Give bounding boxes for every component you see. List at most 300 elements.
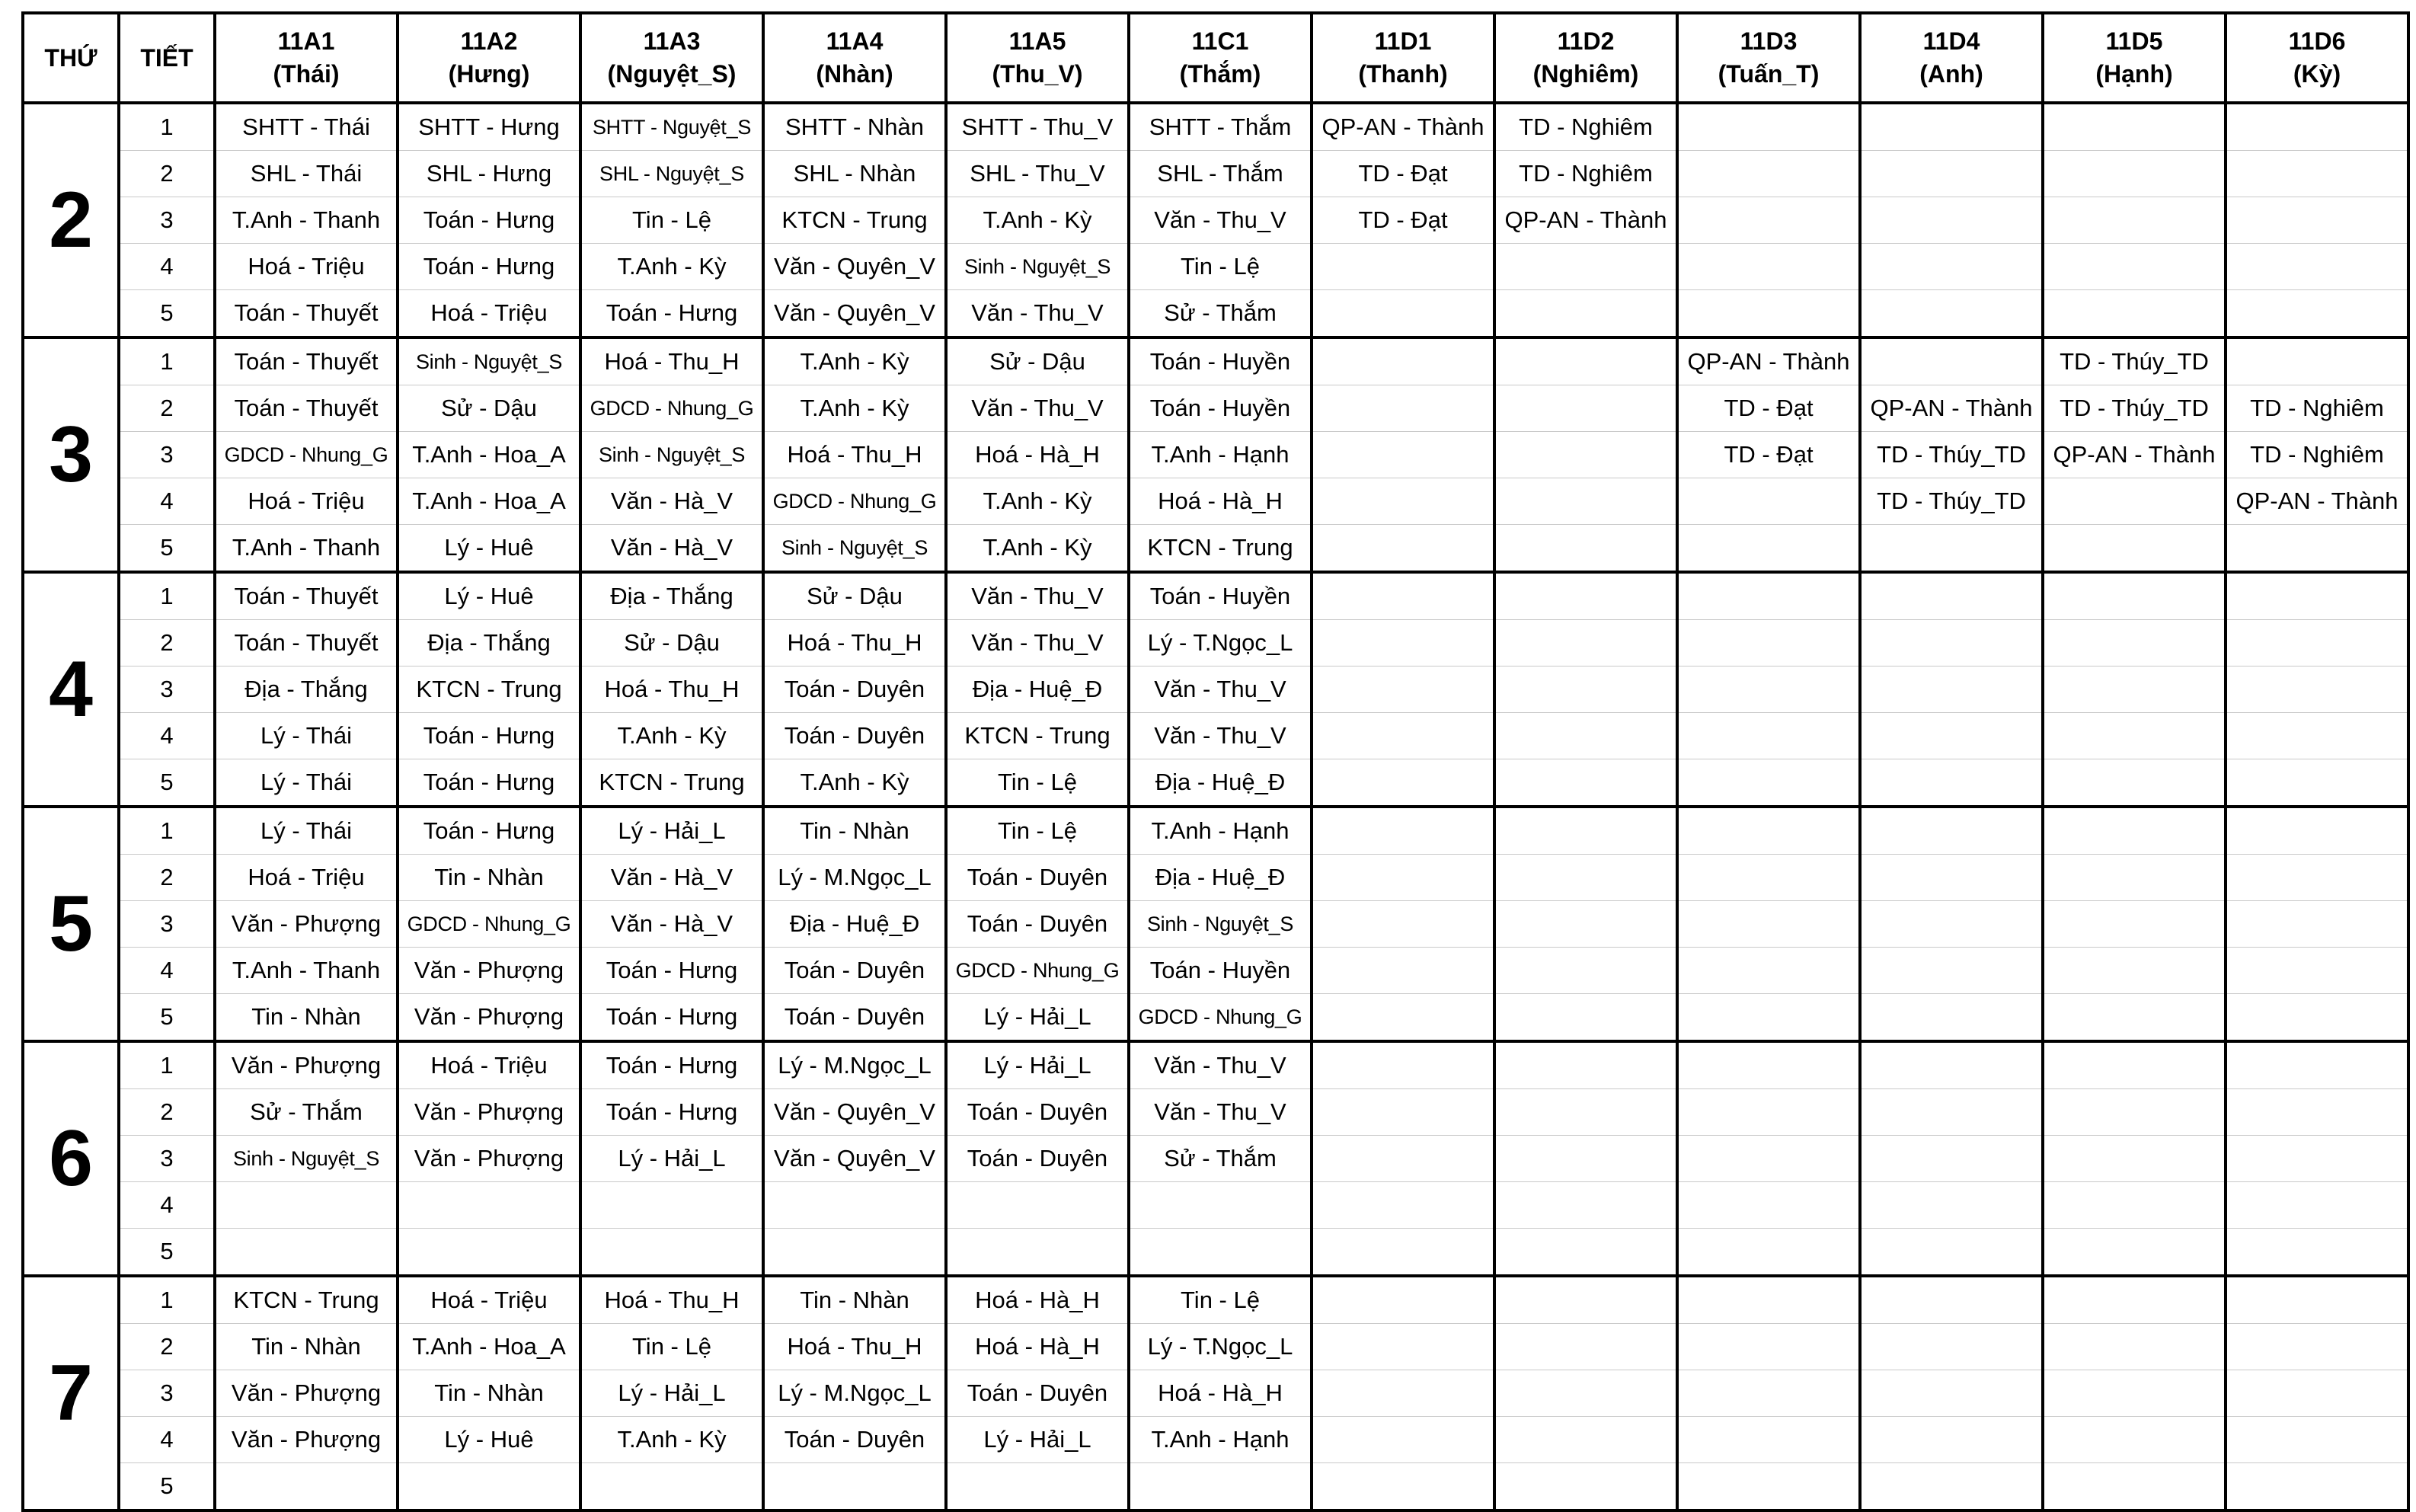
schedule-cell: T.Anh - Kỳ bbox=[946, 478, 1129, 525]
period-row bbox=[23, 1324, 2408, 1370]
schedule-cell: TD - Đạt bbox=[1312, 151, 1494, 197]
schedule-cell bbox=[580, 1463, 763, 1511]
schedule-cell bbox=[1494, 807, 1677, 855]
schedule-cell: Lý - Hải_L bbox=[946, 1417, 1129, 1463]
period-number: 4 bbox=[119, 478, 215, 525]
schedule-cell: Toán - Thuyết bbox=[215, 337, 398, 385]
schedule-cell: TD - Nghiêm bbox=[2226, 432, 2408, 478]
schedule-cell: TD - Nghiêm bbox=[2226, 385, 2408, 432]
schedule-cell bbox=[1677, 1276, 1860, 1324]
schedule-cell bbox=[2043, 478, 2226, 525]
schedule-cell: Lý - Hải_L bbox=[580, 1370, 763, 1417]
schedule-cell bbox=[1860, 572, 2043, 620]
schedule-cell bbox=[580, 1229, 763, 1277]
schedule-cell bbox=[1677, 1041, 1860, 1089]
schedule-cell bbox=[2043, 525, 2226, 573]
schedule-cell: T.Anh - Hoa_A bbox=[398, 432, 580, 478]
schedule-cell bbox=[1494, 666, 1677, 713]
class-homeroom-teacher: (Nguyệt_S) bbox=[607, 60, 737, 88]
schedule-cell: Lý - M.Ngọc_L bbox=[763, 855, 946, 901]
schedule-cell: TD - Đạt bbox=[1312, 197, 1494, 244]
schedule-cell bbox=[1312, 385, 1494, 432]
schedule-cell bbox=[1860, 151, 2043, 197]
class-header-11d5 bbox=[2043, 13, 2226, 103]
schedule-cell bbox=[2226, 713, 2408, 759]
schedule-cell bbox=[1677, 478, 1860, 525]
period-row bbox=[23, 620, 2408, 666]
period-row bbox=[23, 1089, 2408, 1136]
class-homeroom-teacher: (Hưng) bbox=[448, 60, 530, 88]
schedule-cell bbox=[1312, 572, 1494, 620]
schedule-cell: Lý - Hải_L bbox=[946, 994, 1129, 1042]
schedule-cell: Toán - Duyên bbox=[946, 1089, 1129, 1136]
schedule-cell bbox=[1494, 620, 1677, 666]
schedule-cell: Lý - Thái bbox=[215, 759, 398, 807]
schedule-cell: Địa - Thắng bbox=[398, 620, 580, 666]
schedule-cell: T.Anh - Hạnh bbox=[1129, 1417, 1312, 1463]
schedule-cell: T.Anh - Hoa_A bbox=[398, 1324, 580, 1370]
schedule-cell bbox=[398, 1463, 580, 1511]
schedule-cell bbox=[2226, 855, 2408, 901]
class-header-11a2 bbox=[398, 13, 580, 103]
schedule-cell bbox=[2226, 759, 2408, 807]
period-number: 4 bbox=[119, 713, 215, 759]
class-code: 11D6 bbox=[2288, 27, 2346, 55]
schedule-cell: GDCD - Nhung_G bbox=[763, 478, 946, 525]
schedule-cell: Toán - Duyên bbox=[763, 994, 946, 1042]
schedule-cell bbox=[2043, 1229, 2226, 1277]
period-row bbox=[23, 432, 2408, 478]
schedule-cell bbox=[1860, 759, 2043, 807]
schedule-cell: Sinh - Nguyệt_S bbox=[398, 337, 580, 385]
schedule-cell: Địa - Huệ_Đ bbox=[763, 901, 946, 948]
period-row bbox=[23, 337, 2408, 385]
schedule-cell bbox=[2226, 103, 2408, 151]
schedule-cell bbox=[1860, 807, 2043, 855]
schedule-cell: SHL - Hưng bbox=[398, 151, 580, 197]
class-header-11d1 bbox=[1312, 13, 1494, 103]
schedule-cell bbox=[1860, 901, 2043, 948]
schedule-cell: SHTT - Thắm bbox=[1129, 103, 1312, 151]
schedule-cell: Sử - Dậu bbox=[580, 620, 763, 666]
schedule-cell bbox=[763, 1182, 946, 1229]
schedule-cell: Tin - Nhàn bbox=[763, 1276, 946, 1324]
schedule-cell bbox=[2043, 948, 2226, 994]
schedule-cell bbox=[2043, 1089, 2226, 1136]
schedule-cell: Văn - Hà_V bbox=[580, 525, 763, 573]
schedule-cell bbox=[1860, 1182, 2043, 1229]
schedule-cell bbox=[1677, 1089, 1860, 1136]
schedule-cell bbox=[2043, 151, 2226, 197]
schedule-cell: T.Anh - Hạnh bbox=[1129, 432, 1312, 478]
schedule-cell: Toán - Huyền bbox=[1129, 572, 1312, 620]
class-code: 11A4 bbox=[826, 27, 884, 55]
timetable bbox=[21, 11, 2410, 1512]
schedule-cell: Văn - Thu_V bbox=[1129, 1089, 1312, 1136]
schedule-cell bbox=[2226, 290, 2408, 338]
schedule-cell: Tin - Lệ bbox=[580, 197, 763, 244]
schedule-cell: Văn - Thu_V bbox=[946, 572, 1129, 620]
schedule-cell: Hoá - Thu_H bbox=[580, 337, 763, 385]
schedule-cell: TD - Thúy_TD bbox=[2043, 385, 2226, 432]
schedule-cell: GDCD - Nhung_G bbox=[215, 432, 398, 478]
schedule-cell: T.Anh - Kỳ bbox=[763, 385, 946, 432]
schedule-cell bbox=[2043, 994, 2226, 1042]
schedule-cell bbox=[2226, 1463, 2408, 1511]
schedule-cell bbox=[1677, 759, 1860, 807]
period-number: 5 bbox=[119, 290, 215, 338]
schedule-cell bbox=[1677, 948, 1860, 994]
schedule-cell bbox=[946, 1182, 1129, 1229]
schedule-cell: Toán - Huyền bbox=[1129, 337, 1312, 385]
schedule-cell: Văn - Hà_V bbox=[580, 478, 763, 525]
schedule-cell: Hoá - Thu_H bbox=[763, 432, 946, 478]
schedule-cell: Tin - Nhàn bbox=[215, 994, 398, 1042]
schedule-cell: Lý - Huê bbox=[398, 525, 580, 573]
schedule-cell bbox=[2226, 1276, 2408, 1324]
schedule-cell bbox=[1494, 1182, 1677, 1229]
class-code: 11A3 bbox=[643, 27, 701, 55]
schedule-cell: Địa - Thắng bbox=[215, 666, 398, 713]
class-homeroom-teacher: (Nghiêm) bbox=[1532, 60, 1639, 88]
period-number: 2 bbox=[119, 620, 215, 666]
schedule-cell bbox=[1494, 1041, 1677, 1089]
schedule-cell bbox=[1312, 1324, 1494, 1370]
schedule-cell: Hoá - Hà_H bbox=[946, 1324, 1129, 1370]
class-homeroom-teacher: (Thu_V) bbox=[992, 60, 1083, 88]
day-number: 7 bbox=[23, 1276, 119, 1510]
schedule-cell: Toán - Duyên bbox=[946, 1370, 1129, 1417]
schedule-cell: Toán - Hưng bbox=[398, 244, 580, 290]
period-row bbox=[23, 759, 2408, 807]
schedule-cell: Văn - Quyên_V bbox=[763, 1089, 946, 1136]
period-number: 3 bbox=[119, 1136, 215, 1182]
schedule-cell: Lý - Huê bbox=[398, 1417, 580, 1463]
schedule-cell bbox=[2226, 994, 2408, 1042]
schedule-cell bbox=[1494, 855, 1677, 901]
schedule-cell: Tin - Nhàn bbox=[398, 855, 580, 901]
schedule-cell: Sinh - Nguyệt_S bbox=[763, 525, 946, 573]
schedule-cell bbox=[2226, 1041, 2408, 1089]
schedule-cell: TD - Nghiêm bbox=[1494, 151, 1677, 197]
period-row bbox=[23, 1276, 2408, 1324]
schedule-cell bbox=[2043, 1136, 2226, 1182]
period-row bbox=[23, 244, 2408, 290]
schedule-cell bbox=[1494, 385, 1677, 432]
schedule-cell bbox=[2226, 525, 2408, 573]
schedule-cell bbox=[1312, 1136, 1494, 1182]
schedule-cell bbox=[1677, 572, 1860, 620]
schedule-cell: Tin - Lệ bbox=[1129, 244, 1312, 290]
schedule-cell: KTCN - Trung bbox=[398, 666, 580, 713]
schedule-cell: Sinh - Nguyệt_S bbox=[215, 1136, 398, 1182]
schedule-cell bbox=[1494, 478, 1677, 525]
period-row bbox=[23, 572, 2408, 620]
schedule-cell bbox=[1312, 1370, 1494, 1417]
schedule-cell: Văn - Phượng bbox=[398, 1136, 580, 1182]
period-number: 4 bbox=[119, 244, 215, 290]
schedule-cell: Sử - Dậu bbox=[946, 337, 1129, 385]
schedule-cell: Văn - Quyên_V bbox=[763, 244, 946, 290]
period-number: 4 bbox=[119, 1182, 215, 1229]
period-row bbox=[23, 713, 2408, 759]
schedule-cell: TD - Thúy_TD bbox=[1860, 432, 2043, 478]
schedule-cell bbox=[1312, 759, 1494, 807]
schedule-cell bbox=[1860, 713, 2043, 759]
schedule-cell: Sinh - Nguyệt_S bbox=[580, 432, 763, 478]
schedule-cell bbox=[1860, 1041, 2043, 1089]
period-number: 1 bbox=[119, 572, 215, 620]
class-header-11a4 bbox=[763, 13, 946, 103]
schedule-cell: Địa - Thắng bbox=[580, 572, 763, 620]
schedule-cell bbox=[1677, 197, 1860, 244]
schedule-cell: T.Anh - Kỳ bbox=[580, 713, 763, 759]
schedule-cell bbox=[2226, 197, 2408, 244]
period-header: TIẾT bbox=[119, 13, 215, 103]
schedule-cell bbox=[1677, 525, 1860, 573]
schedule-cell: T.Anh - Thanh bbox=[215, 525, 398, 573]
schedule-cell bbox=[1677, 1136, 1860, 1182]
schedule-cell bbox=[1677, 713, 1860, 759]
schedule-cell: KTCN - Trung bbox=[1129, 525, 1312, 573]
schedule-cell bbox=[1312, 901, 1494, 948]
schedule-cell: Địa - Huệ_Đ bbox=[1129, 855, 1312, 901]
schedule-cell bbox=[1494, 337, 1677, 385]
schedule-cell: Toán - Duyên bbox=[763, 713, 946, 759]
day-number: 4 bbox=[23, 572, 119, 807]
schedule-cell bbox=[2043, 901, 2226, 948]
period-row bbox=[23, 855, 2408, 901]
schedule-cell bbox=[1677, 103, 1860, 151]
schedule-cell bbox=[1129, 1229, 1312, 1277]
schedule-cell: SHL - Thái bbox=[215, 151, 398, 197]
period-number: 4 bbox=[119, 1417, 215, 1463]
schedule-cell: QP-AN - Thành bbox=[1494, 197, 1677, 244]
schedule-cell bbox=[1860, 290, 2043, 338]
schedule-cell: GDCD - Nhung_G bbox=[398, 901, 580, 948]
class-code: 11C1 bbox=[1191, 27, 1249, 55]
schedule-cell: Lý - T.Ngọc_L bbox=[1129, 1324, 1312, 1370]
schedule-cell: Lý - T.Ngọc_L bbox=[1129, 620, 1312, 666]
schedule-cell: Hoá - Triệu bbox=[215, 244, 398, 290]
schedule-cell: Toán - Thuyết bbox=[215, 572, 398, 620]
schedule-cell bbox=[1494, 1229, 1677, 1277]
schedule-cell bbox=[215, 1229, 398, 1277]
schedule-cell bbox=[1677, 1417, 1860, 1463]
schedule-cell: Văn - Thu_V bbox=[1129, 1041, 1312, 1089]
class-homeroom-teacher: (Thái) bbox=[273, 60, 340, 88]
schedule-cell: Lý - Thái bbox=[215, 713, 398, 759]
period-number: 1 bbox=[119, 807, 215, 855]
schedule-cell bbox=[1677, 1370, 1860, 1417]
schedule-cell: Sử - Thắm bbox=[215, 1089, 398, 1136]
schedule-cell bbox=[1494, 713, 1677, 759]
schedule-cell bbox=[1494, 994, 1677, 1042]
schedule-cell bbox=[1677, 666, 1860, 713]
schedule-cell bbox=[1312, 337, 1494, 385]
period-row bbox=[23, 103, 2408, 151]
period-row bbox=[23, 385, 2408, 432]
schedule-cell bbox=[2043, 1182, 2226, 1229]
schedule-cell: Lý - Hải_L bbox=[580, 1136, 763, 1182]
class-homeroom-teacher: (Tuấn_T) bbox=[1718, 60, 1820, 88]
class-header-11d2 bbox=[1494, 13, 1677, 103]
schedule-cell: Toán - Hưng bbox=[580, 1089, 763, 1136]
schedule-cell bbox=[1129, 1463, 1312, 1511]
schedule-cell bbox=[1494, 432, 1677, 478]
class-code: 11D1 bbox=[1374, 27, 1432, 55]
schedule-cell: Toán - Huyền bbox=[1129, 385, 1312, 432]
schedule-cell: SHTT - Thái bbox=[215, 103, 398, 151]
schedule-cell: Văn - Thu_V bbox=[1129, 197, 1312, 244]
schedule-cell: Toán - Duyên bbox=[763, 666, 946, 713]
schedule-cell: QP-AN - Thành bbox=[1677, 337, 1860, 385]
schedule-cell bbox=[2226, 620, 2408, 666]
schedule-cell: T.Anh - Kỳ bbox=[946, 197, 1129, 244]
schedule-cell bbox=[2043, 807, 2226, 855]
schedule-cell: Toán - Hưng bbox=[398, 713, 580, 759]
schedule-cell bbox=[1312, 290, 1494, 338]
schedule-cell bbox=[1312, 1182, 1494, 1229]
schedule-cell: Toán - Thuyết bbox=[215, 290, 398, 338]
schedule-cell: GDCD - Nhung_G bbox=[1129, 994, 1312, 1042]
schedule-cell: Sử - Dậu bbox=[763, 572, 946, 620]
schedule-cell bbox=[1860, 1463, 2043, 1511]
schedule-cell bbox=[1312, 1089, 1494, 1136]
schedule-cell: QP-AN - Thành bbox=[1312, 103, 1494, 151]
schedule-cell bbox=[1677, 1463, 1860, 1511]
schedule-cell: Toán - Duyên bbox=[763, 948, 946, 994]
period-number: 2 bbox=[119, 151, 215, 197]
schedule-cell bbox=[2226, 337, 2408, 385]
schedule-cell bbox=[2226, 1324, 2408, 1370]
schedule-cell: Hoá - Hà_H bbox=[946, 432, 1129, 478]
period-row bbox=[23, 1136, 2408, 1182]
schedule-cell bbox=[1494, 1089, 1677, 1136]
schedule-cell: Toán - Duyên bbox=[946, 1136, 1129, 1182]
class-header-11d4 bbox=[1860, 13, 2043, 103]
class-homeroom-teacher: (Nhàn) bbox=[816, 60, 893, 88]
schedule-cell: SHL - Nhàn bbox=[763, 151, 946, 197]
class-code: 11A5 bbox=[1008, 27, 1066, 55]
schedule-cell bbox=[1860, 855, 2043, 901]
schedule-cell: Toán - Hưng bbox=[580, 948, 763, 994]
schedule-cell: Sử - Thắm bbox=[1129, 290, 1312, 338]
schedule-cell bbox=[398, 1229, 580, 1277]
schedule-cell: T.Anh - Kỳ bbox=[763, 759, 946, 807]
day-number: 2 bbox=[23, 103, 119, 337]
schedule-cell bbox=[1312, 525, 1494, 573]
class-homeroom-teacher: (Anh) bbox=[1919, 60, 1983, 88]
schedule-cell bbox=[2043, 1276, 2226, 1324]
period-row bbox=[23, 1182, 2408, 1229]
schedule-cell: Văn - Phượng bbox=[398, 994, 580, 1042]
period-number: 3 bbox=[119, 1370, 215, 1417]
schedule-cell bbox=[1860, 1276, 2043, 1324]
schedule-cell: T.Anh - Hạnh bbox=[1129, 807, 1312, 855]
period-row bbox=[23, 290, 2408, 338]
schedule-cell: TD - Thúy_TD bbox=[2043, 337, 2226, 385]
schedule-cell bbox=[1494, 759, 1677, 807]
schedule-cell: Lý - Thái bbox=[215, 807, 398, 855]
period-number: 3 bbox=[119, 901, 215, 948]
schedule-cell bbox=[1312, 244, 1494, 290]
period-number: 1 bbox=[119, 337, 215, 385]
schedule-cell: SHL - Nguyệt_S bbox=[580, 151, 763, 197]
schedule-cell: SHL - Thu_V bbox=[946, 151, 1129, 197]
period-number: 2 bbox=[119, 1324, 215, 1370]
schedule-cell bbox=[1312, 620, 1494, 666]
class-header-11d6 bbox=[2226, 13, 2408, 103]
period-row bbox=[23, 1041, 2408, 1089]
period-number: 1 bbox=[119, 1041, 215, 1089]
schedule-cell bbox=[2226, 1370, 2408, 1417]
schedule-cell: Địa - Huệ_Đ bbox=[1129, 759, 1312, 807]
schedule-cell: Hoá - Triệu bbox=[398, 1041, 580, 1089]
schedule-cell: TD - Đạt bbox=[1677, 385, 1860, 432]
schedule-cell bbox=[1860, 1370, 2043, 1417]
schedule-cell: TD - Thúy_TD bbox=[1860, 478, 2043, 525]
schedule-cell: Lý - Hải_L bbox=[946, 1041, 1129, 1089]
schedule-cell: Văn - Thu_V bbox=[946, 385, 1129, 432]
schedule-cell bbox=[2226, 1417, 2408, 1463]
day-number: 5 bbox=[23, 807, 119, 1041]
day-header: THỨ bbox=[23, 13, 119, 103]
schedule-cell: Toán - Hưng bbox=[580, 1041, 763, 1089]
class-code: 11D4 bbox=[1922, 27, 1980, 55]
schedule-cell bbox=[1494, 1276, 1677, 1324]
schedule-cell bbox=[1860, 994, 2043, 1042]
schedule-cell bbox=[2226, 948, 2408, 994]
schedule-cell: SHL - Thắm bbox=[1129, 151, 1312, 197]
period-number: 5 bbox=[119, 994, 215, 1042]
period-row bbox=[23, 197, 2408, 244]
schedule-cell: Sử - Dậu bbox=[398, 385, 580, 432]
schedule-cell bbox=[1312, 478, 1494, 525]
class-homeroom-teacher: (Thắm) bbox=[1179, 60, 1261, 88]
schedule-cell bbox=[1860, 948, 2043, 994]
schedule-cell bbox=[1312, 1229, 1494, 1277]
schedule-cell: Toán - Hưng bbox=[398, 197, 580, 244]
schedule-cell: Hoá - Hà_H bbox=[1129, 478, 1312, 525]
schedule-cell: T.Anh - Thanh bbox=[215, 197, 398, 244]
schedule-cell bbox=[2043, 290, 2226, 338]
schedule-cell: Hoá - Triệu bbox=[398, 290, 580, 338]
schedule-cell: Văn - Phượng bbox=[398, 1089, 580, 1136]
period-number: 5 bbox=[119, 1463, 215, 1511]
period-number: 1 bbox=[119, 103, 215, 151]
schedule-cell: Tin - Nhàn bbox=[398, 1370, 580, 1417]
schedule-cell: KTCN - Trung bbox=[946, 713, 1129, 759]
header-row bbox=[23, 13, 2408, 103]
schedule-cell bbox=[2043, 666, 2226, 713]
class-code: 11D3 bbox=[1740, 27, 1798, 55]
schedule-cell: QP-AN - Thành bbox=[1860, 385, 2043, 432]
schedule-cell bbox=[1312, 1041, 1494, 1089]
schedule-cell bbox=[1860, 103, 2043, 151]
schedule-cell bbox=[1860, 244, 2043, 290]
schedule-cell: Văn - Phượng bbox=[215, 1417, 398, 1463]
schedule-cell: Hoá - Hà_H bbox=[1129, 1370, 1312, 1417]
schedule-cell: Toán - Duyên bbox=[946, 855, 1129, 901]
schedule-cell bbox=[1494, 525, 1677, 573]
class-code: 11A2 bbox=[460, 27, 518, 55]
schedule-cell: Văn - Thu_V bbox=[1129, 713, 1312, 759]
schedule-cell: Hoá - Triệu bbox=[398, 1276, 580, 1324]
schedule-cell: Lý - Huê bbox=[398, 572, 580, 620]
schedule-cell bbox=[1312, 666, 1494, 713]
period-row bbox=[23, 1229, 2408, 1277]
